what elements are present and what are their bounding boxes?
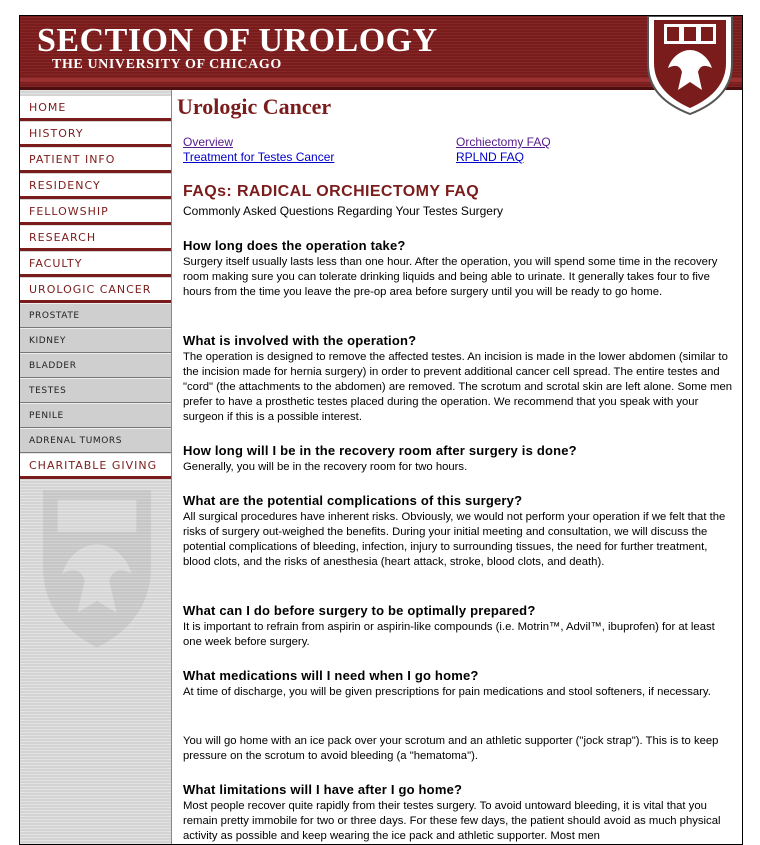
- faq-question: What is involved with the operation?: [183, 333, 417, 348]
- faq-question: What can I do before surgery to be optimally prepared?: [183, 603, 536, 618]
- faq-answer: At time of discharge, you will be given prescriptions for pain medications and stool softeners, if necessary.: [183, 686, 711, 698]
- faq-question: What are the potential complications of this surgery?: [183, 493, 523, 508]
- header-stripe: [20, 78, 742, 82]
- nav-item-faculty[interactable]: FACULTY: [20, 252, 171, 277]
- faq-question: How long will I be in the recovery room after surgery is done?: [183, 443, 577, 458]
- nav-item-patient-info[interactable]: PATIENT INFO: [20, 148, 171, 173]
- left-nav: [20, 90, 172, 845]
- faq-question: How long does the operation take?: [183, 238, 406, 253]
- site-header: [20, 16, 742, 90]
- site-title[interactable]: SECTION OF UROLOGY: [37, 22, 438, 59]
- nav-subitem-penile[interactable]: PENILE: [20, 403, 171, 428]
- faq-answer: All surgical procedures have inherent risks. Obviously, we would not perform your operation if we felt that the risks of surgery out-weighed the benefits. During your initial meeting and consultation, we will discuss the potential complications of bleeding, infection, injury to surrounding tissues, the need for further treatment, blood clots, and the risks of anesthesia (heart attack, stroke, blood clots, and death).: [183, 511, 726, 568]
- faq-heading: FAQs: RADICAL ORCHIECTOMY FAQ: [183, 183, 480, 200]
- faq-answer: It is important to refrain from aspirin or aspirin-like compounds (i.e. Motrin™, Advil™, ibuprofen) for at least one week before surgery.: [183, 621, 715, 648]
- nav-subitem-adrenal-tumors[interactable]: ADRENAL TUMORS: [20, 428, 171, 453]
- faq-question: What medications will I need when I go home?: [183, 668, 479, 683]
- nav-item-charitable-giving[interactable]: CHARITABLE GIVING: [20, 454, 171, 479]
- orchiectomy-faq-link[interactable]: Orchiectomy FAQ: [456, 135, 551, 149]
- faq-answer: Most people recover quite rapidly from their testes surgery. To avoid untoward bleeding, it is vital that you remain pretty immobile for two or three days. For these few days, the patient should avoid as much physical activity as possible and keep wearing the ice pack and athletic supporter. Most men: [183, 800, 721, 842]
- faq-answer: Generally, you will be in the recovery room for two hours.: [183, 461, 468, 473]
- faq-question: What limitations will I have after I go home?: [183, 782, 463, 797]
- rplnd-faq-link[interactable]: RPLND FAQ: [456, 150, 525, 164]
- nav-subitem-testes[interactable]: TESTES: [20, 378, 171, 403]
- nav-item-residency[interactable]: RESIDENCY: [20, 174, 171, 199]
- nav-subitem-bladder[interactable]: BLADDER: [20, 353, 171, 378]
- nav-item-history[interactable]: HISTORY: [20, 122, 171, 147]
- main-content: [173, 90, 742, 845]
- faq-answer-continued: You will go home with an ice pack over your scrotum and an athletic supporter ("jock strap"). This is to keep pressure on the scrotum to avoid bleeding (a "hematoma").: [183, 735, 719, 762]
- nav-item-fellowship[interactable]: FELLOWSHIP: [20, 200, 171, 225]
- nav-item-research[interactable]: RESEARCH: [20, 226, 171, 251]
- treatment-link[interactable]: Treatment for Testes Cancer: [183, 150, 335, 164]
- crest-watermark-icon: [38, 490, 156, 650]
- site-subtitle[interactable]: THE UNIVERSITY OF CHICAGO: [52, 57, 282, 72]
- page-frame: [19, 15, 743, 845]
- nav-item-urologic-cancer[interactable]: UROLOGIC CANCER: [20, 278, 171, 303]
- faq-subheading: Commonly Asked Questions Regarding Your Testes Surgery: [183, 204, 503, 218]
- overview-link[interactable]: Overview: [183, 135, 234, 149]
- page-title: Urologic Cancer: [177, 94, 332, 119]
- nav-subitem-kidney[interactable]: KIDNEY: [20, 328, 171, 353]
- faq-answer: Surgery itself usually lasts less than one hour. After the operation, you will spend some time in the recovery room making sure you can tolerate drinking liquids and being able to urinate. It generally takes four to five hours from the time you leave the pre-op area before surgery until you will be ready to go home.: [183, 256, 718, 298]
- nav-subitem-prostate[interactable]: PROSTATE: [20, 303, 171, 328]
- nav-item-home[interactable]: HOME: [20, 96, 171, 121]
- faq-answer: The operation is designed to remove the affected testes. An incision is made in the lower abdomen (similar to the incision made for hernia surgery) in order to prevent additional cancer cell spread. The entire testes and "cord" (the attachments to the abdomen) are removed. The scrotum and scrotal skin are left alone. Some men prefer to have a prosthetic testes placed during the operation. We recommend that you speak with your surgeon if this is a possible interest.: [183, 351, 733, 423]
